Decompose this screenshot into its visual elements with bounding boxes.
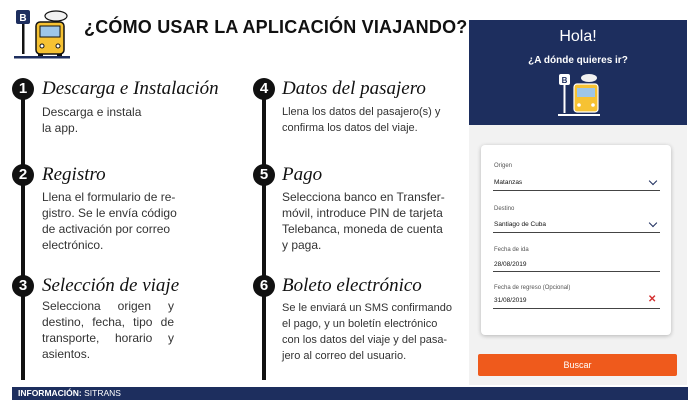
greeting-text: Hola! bbox=[559, 28, 597, 45]
step-title: Registro bbox=[42, 164, 106, 185]
step-title: Selección de viaje bbox=[42, 275, 180, 296]
step-description: Selecciona banco en Transfer- móvil, introduce PIN de tarjeta Telebanca, moneda de cuenta y paga. bbox=[282, 190, 445, 252]
return-date-label: Fecha de regreso (Opcional) bbox=[494, 285, 571, 291]
step-number: 6 bbox=[253, 275, 275, 297]
search-button[interactable]: Buscar bbox=[478, 354, 677, 376]
return-date-field[interactable]: 31/08/2019 bbox=[494, 297, 527, 304]
destination-underline bbox=[493, 232, 660, 233]
step-number: 3 bbox=[12, 275, 34, 297]
destination-question: ¿A dónde quieres ir? bbox=[528, 55, 628, 66]
step-number: 1 bbox=[12, 78, 34, 100]
svg-text:B: B bbox=[561, 76, 568, 85]
step-description: Selecciona origen y destino, fecha, tipo de transporte, horario y asientos. bbox=[42, 299, 174, 361]
step-number: 5 bbox=[253, 164, 275, 186]
svg-text:B: B bbox=[19, 13, 27, 24]
bus-stop-logo-icon bbox=[12, 6, 72, 62]
origin-underline bbox=[493, 190, 660, 191]
step-title: Boleto electrónico bbox=[282, 275, 422, 296]
search-form-card bbox=[481, 145, 671, 335]
departure-date-underline bbox=[493, 271, 660, 272]
footer-source: SITRANS bbox=[84, 388, 121, 398]
footer-label: INFORMACIÓN: bbox=[18, 388, 82, 398]
page-title: ¿CÓMO USAR LA APLICACIÓN VIAJANDO? bbox=[84, 17, 468, 37]
bus-stop-icon bbox=[557, 70, 601, 120]
departure-date-field[interactable]: 28/08/2019 bbox=[494, 261, 527, 268]
step-title: Datos del pasajero bbox=[282, 78, 426, 99]
origin-select[interactable]: Matanzas bbox=[494, 179, 523, 186]
step-number: 4 bbox=[253, 78, 275, 100]
destination-label: Destino bbox=[494, 206, 515, 212]
source-footer bbox=[12, 387, 688, 400]
step-title: Pago bbox=[282, 164, 323, 185]
step-description: Llena los datos del pasajero(s) y confirma los datos del viaje. bbox=[282, 106, 441, 134]
timeline-line-left bbox=[21, 95, 25, 380]
step-description: Descarga e instala la app. bbox=[42, 105, 142, 135]
clear-date-icon[interactable]: ✕ bbox=[648, 294, 657, 305]
step-title: Descarga e Instalación bbox=[42, 78, 219, 99]
return-date-underline bbox=[493, 308, 660, 309]
timeline-line-right bbox=[262, 95, 266, 380]
step-number: 2 bbox=[12, 164, 34, 186]
step-description: Se le enviará un SMS confirmando el pago, y un boletín electrónico con los datos del viaje y del pasa- jero al correo del usuario. bbox=[282, 302, 452, 362]
departure-date-label: Fecha de ida bbox=[494, 247, 529, 253]
origin-label: Origen bbox=[494, 163, 513, 169]
destination-select[interactable]: Santiago de Cuba bbox=[494, 221, 547, 228]
step-description: Llena el formulario de re- gistro. Se le envía código de activación por correo electrónico. bbox=[42, 190, 177, 252]
